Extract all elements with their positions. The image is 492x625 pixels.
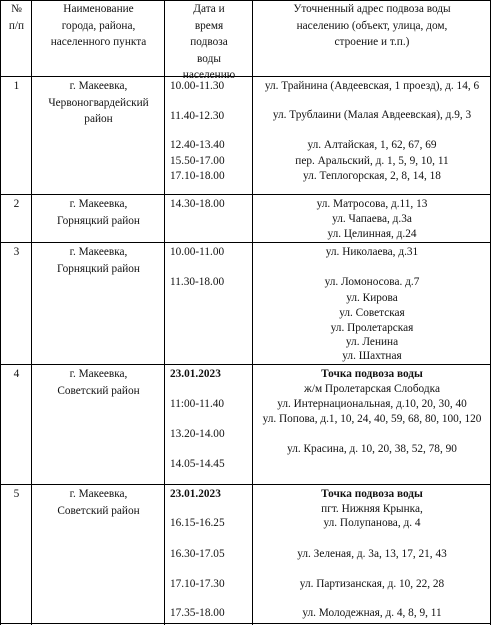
delivery-address: ул. Целинная, д.24 xyxy=(327,228,417,240)
delivery-address: ул. Трайнина (Авдеевская, 1 проезд), д. 14, 6 xyxy=(264,80,480,92)
header-time-line: воды xyxy=(197,52,221,65)
location-line: Советский район xyxy=(57,384,140,397)
header-number xyxy=(2,1,31,34)
delivery-address: ул. Ломоносова. д.7 xyxy=(324,276,420,288)
location-line: г. Макеевка, xyxy=(69,246,128,258)
row-number: 1 xyxy=(13,80,20,92)
location-line: г. Макеевка, xyxy=(69,80,128,92)
delivery-point-title: Точка подвоза воды xyxy=(321,488,423,500)
row-location xyxy=(33,196,164,229)
delivery-address: пгт. Нижняя Крынка, xyxy=(321,503,423,515)
header-address xyxy=(254,1,490,51)
location-line: г. Макеевка, xyxy=(69,368,128,380)
delivery-address: ул. Шахтная xyxy=(342,350,402,362)
delivery-address: ул. Интернациональная, д.10, 20, 30, 40 xyxy=(277,398,467,410)
delivery-time: 17.35-18.00 xyxy=(170,607,225,619)
header-number-line: п/п xyxy=(8,19,25,32)
header-name xyxy=(33,1,164,51)
row-number: 3 xyxy=(13,246,20,258)
delivery-point-title: Точка подвоза воды xyxy=(321,368,423,380)
header-number-line: № xyxy=(11,3,22,15)
location-line: Советский район xyxy=(57,504,140,517)
location-line: Горняцкий район xyxy=(57,262,140,275)
delivery-address: ул. Николаева, д.31 xyxy=(325,246,419,258)
row-location xyxy=(33,366,164,399)
header-time-line: Дата и xyxy=(193,3,225,15)
delivery-time: 11.30-18.00 xyxy=(170,276,225,288)
delivery-address: ул. Полупанова, д. 4 xyxy=(323,517,421,529)
header-address-line: населению (объект, улица, дом, xyxy=(296,19,448,32)
header-address-line: Уточненный адрес подвоза воды xyxy=(293,3,451,15)
header-address-line: строение и т.п.) xyxy=(334,36,410,49)
delivery-address: ул. Советская xyxy=(339,307,405,319)
delivery-address: ул. Трублаини (Малая Авдеевская), д.9, 3 xyxy=(272,109,472,121)
row-divider-4 xyxy=(0,484,491,485)
delivery-address: ул. Молодежная, д. 4, 8, 9, 11 xyxy=(302,607,442,619)
delivery-date: 23.01.2023 xyxy=(170,368,221,380)
delivery-date: 23.01.2023 xyxy=(170,488,221,500)
row-number: 2 xyxy=(13,198,20,210)
header-time xyxy=(166,1,252,84)
row-location xyxy=(33,78,164,128)
location-line: район xyxy=(84,113,113,126)
header-name-line: города, района, xyxy=(61,19,136,32)
delivery-address: пер. Аральский, д. 1, 5, 9, 10, 11 xyxy=(295,155,449,167)
delivery-time: 10.00-11.30 xyxy=(170,80,225,92)
location-line: г. Макеевка, xyxy=(69,198,128,210)
delivery-time: 16.30-17.05 xyxy=(170,548,225,560)
delivery-address: ул. Алтайская, 1, 62, 67, 69 xyxy=(307,139,437,151)
delivery-time: 12.40-13.40 xyxy=(170,139,225,151)
delivery-time: 11:00-11.40 xyxy=(170,398,225,410)
header-time-line: подвоза xyxy=(190,36,228,49)
delivery-time: 17.10-18.00 xyxy=(170,170,225,182)
column-divider-1 xyxy=(31,0,32,625)
row-number: 4 xyxy=(13,368,20,380)
delivery-address: ул. Теплогорская, 2, 8, 14, 18 xyxy=(303,170,441,182)
delivery-time: 17.10-17.30 xyxy=(170,578,225,590)
header-time-line: время xyxy=(194,19,224,32)
row-divider-1 xyxy=(0,194,491,195)
delivery-time: 13.20-14.00 xyxy=(170,428,225,440)
delivery-address: ул. Пролетарская xyxy=(330,322,414,334)
row-location xyxy=(33,486,164,519)
row-number: 5 xyxy=(13,488,20,500)
row-location xyxy=(33,244,164,277)
location-line: г. Макеевка, xyxy=(69,488,128,500)
table-border-left xyxy=(0,0,1,625)
header-name-line: Наименование xyxy=(63,3,134,15)
delivery-address: ул. Попова, д.1, 10, 24, 40, 59, 68, 80, 100, 120 xyxy=(262,413,482,425)
delivery-time: 14.05-14.45 xyxy=(170,458,225,470)
location-line: Горняцкий район xyxy=(57,214,140,227)
table-border-right xyxy=(490,0,491,625)
delivery-address: ул. Ленина xyxy=(345,336,399,348)
delivery-time: 16.15-16.25 xyxy=(170,517,225,529)
header-name-line: населенного пункта xyxy=(50,36,147,49)
location-line: Червоногвардейский xyxy=(48,96,149,109)
delivery-time: 15.50-17.00 xyxy=(170,155,225,167)
delivery-time: 11.40-12.30 xyxy=(170,110,225,122)
table-border-bottom xyxy=(0,623,491,624)
delivery-time: 14.30-18.00 xyxy=(170,198,225,210)
delivery-address: ул. Чапаева, д.3а xyxy=(332,213,412,225)
header-time-line: населению xyxy=(182,69,236,82)
delivery-address: ул. Матросова, д.11, 13 xyxy=(316,198,428,210)
delivery-time: 10.00-11.00 xyxy=(170,246,225,258)
delivery-address: ул. Красина, д. 10, 20, 38, 52, 78, 90 xyxy=(287,443,457,455)
column-divider-2 xyxy=(164,0,165,625)
delivery-address: ул. Партизанская, д. 10, 22, 28 xyxy=(299,578,445,590)
delivery-address: ул. Зеленая, д. 3а, 13, 17, 21, 43 xyxy=(297,548,447,560)
column-divider-3 xyxy=(252,0,253,625)
delivery-address: ж/м Пролетарская Слободка xyxy=(304,383,440,395)
delivery-address: ул. Кирова xyxy=(346,292,398,304)
